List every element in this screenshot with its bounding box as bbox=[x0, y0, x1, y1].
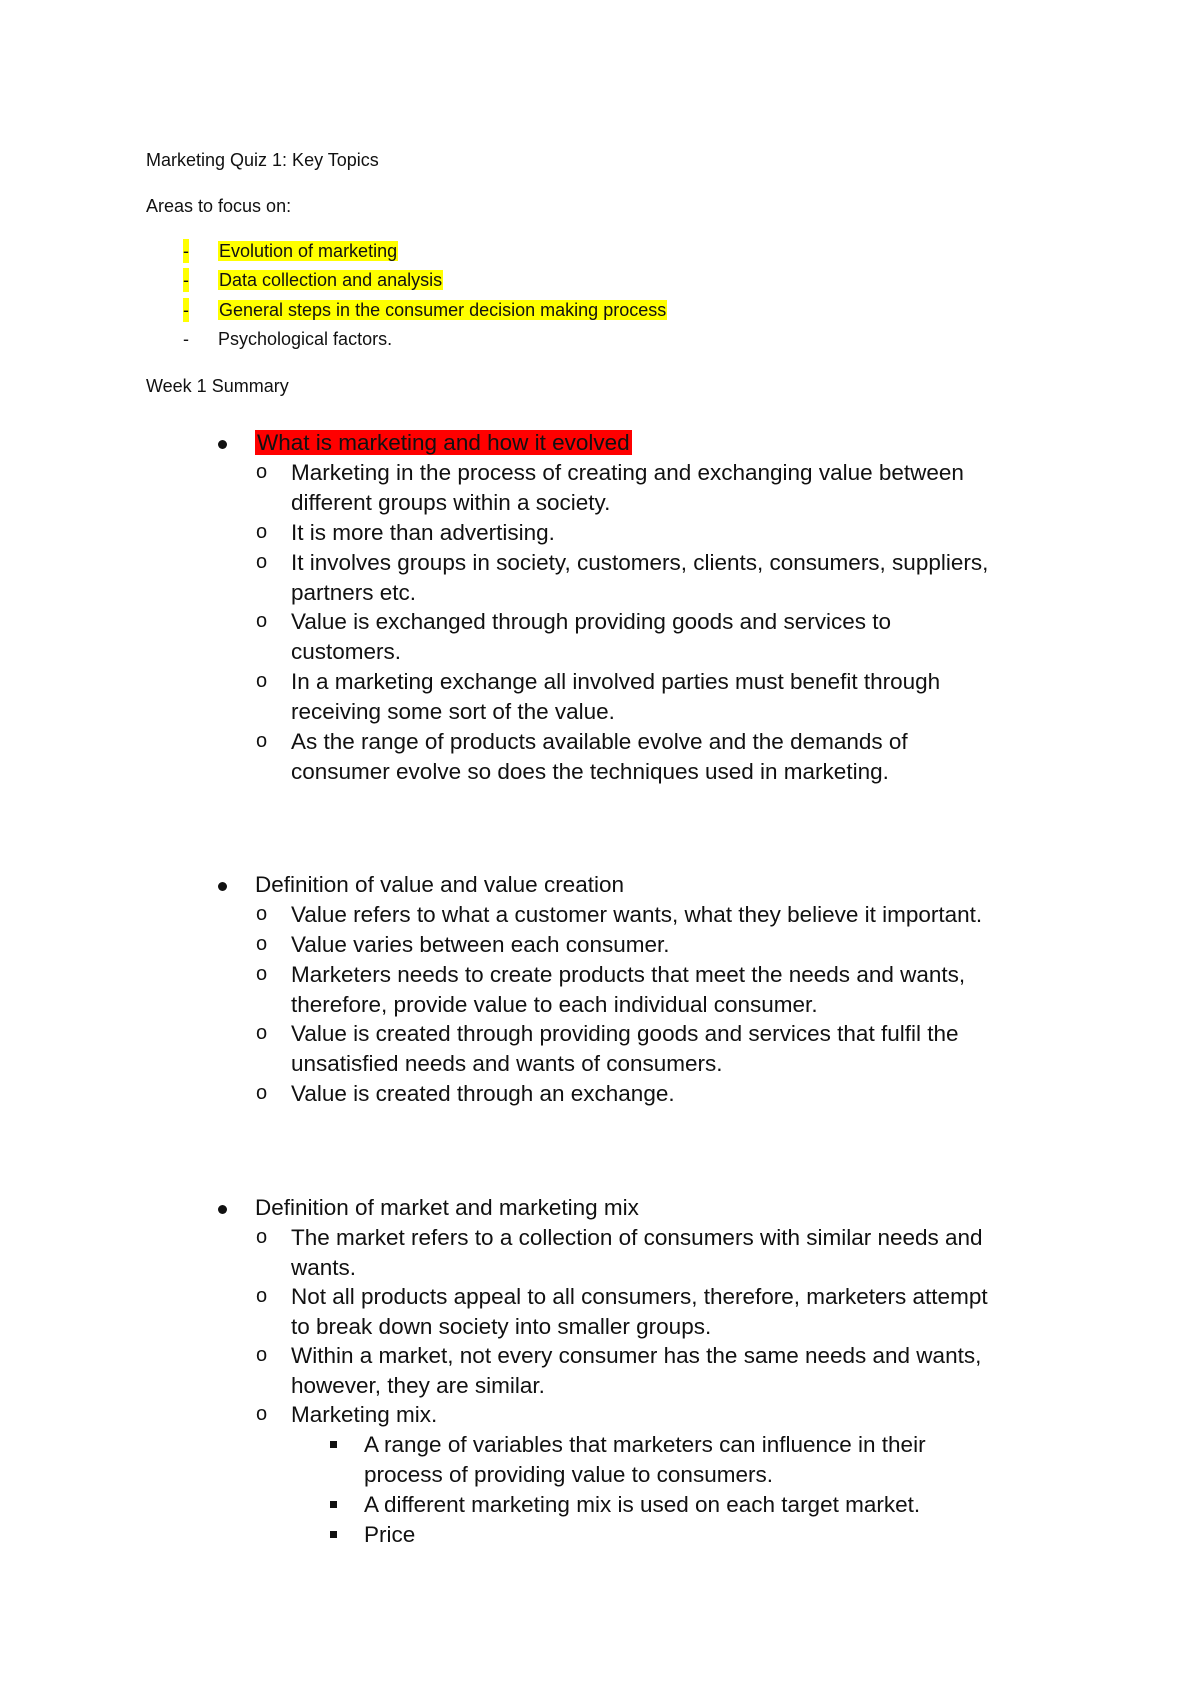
list-item: Value is created through an exchange. bbox=[291, 1081, 675, 1106]
list-item-continued: to break down society into smaller groups. bbox=[291, 1314, 712, 1339]
dash-marker: - bbox=[183, 300, 189, 320]
list-item: It is more than advertising. bbox=[291, 520, 555, 545]
document-title: Marketing Quiz 1: Key Topics bbox=[146, 150, 379, 170]
focus-item bbox=[218, 239, 398, 263]
sub-bullet-icon: o bbox=[256, 1285, 268, 1307]
list-item: Marketing mix. bbox=[291, 1402, 438, 1427]
list-item: Value varies between each consumer. bbox=[291, 932, 670, 957]
sub-bullet-icon: o bbox=[256, 461, 268, 483]
focus-item-text: General steps in the consumer decision making process bbox=[219, 300, 667, 320]
bullet-icon bbox=[218, 1205, 227, 1214]
sub-bullet-icon: o bbox=[256, 933, 268, 955]
list-item: Not all products appeal to all consumers, therefore, marketers attempt bbox=[291, 1284, 988, 1309]
list-item-continued: consumer evolve so does the techniques used in marketing. bbox=[291, 759, 889, 784]
dash-marker: - bbox=[183, 329, 189, 349]
focus-item-text: Evolution of marketing bbox=[219, 241, 398, 261]
focus-item: Psychological factors. bbox=[218, 329, 393, 349]
square-bullet-icon bbox=[330, 1441, 337, 1448]
sub-bullet-icon: o bbox=[256, 1403, 268, 1425]
sub-bullet-icon: o bbox=[256, 1344, 268, 1366]
list-item-continued: however, they are similar. bbox=[291, 1373, 545, 1398]
sub-bullet-icon: o bbox=[256, 903, 268, 925]
dash-marker: - bbox=[183, 270, 189, 290]
square-bullet-icon bbox=[330, 1501, 337, 1508]
list-item: It involves groups in society, customers, clients, consumers, suppliers, bbox=[291, 550, 989, 575]
sub-bullet-icon: o bbox=[256, 1226, 268, 1248]
list-item: Marketers needs to create products that meet the needs and wants, bbox=[291, 962, 966, 987]
list-item: Within a market, not every consumer has the same needs and wants, bbox=[291, 1343, 982, 1368]
section-heading bbox=[255, 428, 632, 458]
sub-list-item: A range of variables that marketers can influence in their bbox=[364, 1432, 926, 1457]
dash-marker: - bbox=[183, 241, 189, 261]
focus-item bbox=[218, 298, 667, 322]
list-item-continued: unsatisfied needs and wants of consumers. bbox=[291, 1051, 723, 1076]
week-heading: Week 1 Summary bbox=[146, 376, 289, 396]
sub-bullet-icon: o bbox=[256, 610, 268, 632]
bullet-icon bbox=[218, 882, 227, 891]
sub-bullet-icon: o bbox=[256, 551, 268, 573]
focus-item bbox=[218, 268, 443, 292]
list-item-continued: wants. bbox=[291, 1255, 357, 1280]
list-item-continued: therefore, provide value to each individual consumer. bbox=[291, 992, 818, 1017]
list-item: Value is created through providing goods and services that fulfil the bbox=[291, 1021, 959, 1046]
list-item: Value is exchanged through providing goods and services to bbox=[291, 609, 891, 634]
sub-bullet-icon: o bbox=[256, 1022, 268, 1044]
square-bullet-icon bbox=[330, 1531, 337, 1538]
section-heading: Definition of value and value creation bbox=[255, 872, 624, 897]
sub-bullet-icon: o bbox=[256, 521, 268, 543]
sub-bullet-icon: o bbox=[256, 730, 268, 752]
sub-bullet-icon: o bbox=[256, 670, 268, 692]
sub-list-item: Price bbox=[364, 1522, 416, 1547]
list-item-continued: receiving some sort of the value. bbox=[291, 699, 615, 724]
list-item: Marketing in the process of creating and exchanging value between bbox=[291, 460, 964, 485]
bullet-icon bbox=[218, 440, 227, 449]
list-item: The market refers to a collection of consumers with similar needs and bbox=[291, 1225, 983, 1250]
sub-bullet-icon: o bbox=[256, 1082, 268, 1104]
section-heading-text: What is marketing and how it evolved bbox=[257, 430, 630, 455]
list-item: Value refers to what a customer wants, what they believe it important. bbox=[291, 902, 983, 927]
sub-list-item-continued: process of providing value to consumers. bbox=[364, 1462, 773, 1487]
sub-list-item: A different marketing mix is used on each target market. bbox=[364, 1492, 921, 1517]
list-item: In a marketing exchange all involved parties must benefit through bbox=[291, 669, 941, 694]
section-heading: Definition of market and marketing mix bbox=[255, 1195, 639, 1220]
list-item-continued: customers. bbox=[291, 639, 402, 664]
list-item: As the range of products available evolve and the demands of bbox=[291, 729, 908, 754]
list-item-continued: partners etc. bbox=[291, 580, 417, 605]
list-item-continued: different groups within a society. bbox=[291, 490, 611, 515]
sub-bullet-icon: o bbox=[256, 963, 268, 985]
focus-item-text: Data collection and analysis bbox=[219, 270, 443, 290]
focus-heading: Areas to focus on: bbox=[146, 196, 292, 216]
